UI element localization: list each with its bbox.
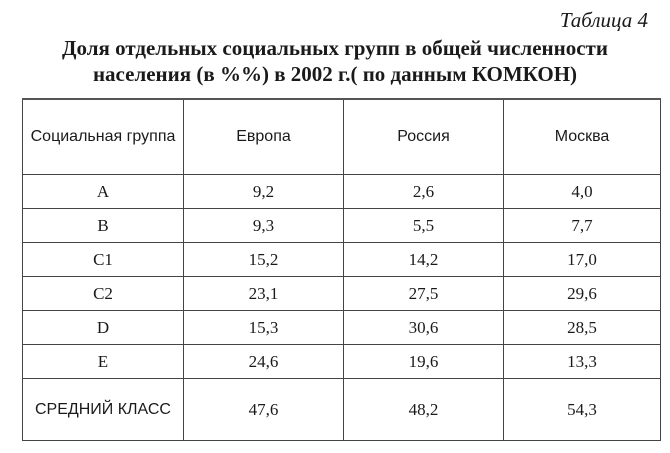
group-cell: B [23, 209, 184, 243]
europe-cell: 15,3 [184, 311, 344, 345]
moscow-cell: 13,3 [504, 345, 661, 379]
russia-cell: 5,5 [344, 209, 504, 243]
table-row [23, 175, 661, 209]
group-cell: C2 [23, 277, 184, 311]
table-label: Таблица 4 [559, 8, 648, 32]
table-title-line-2: населения (в %%) в 2002 г.( по данным КОМКОН) [92, 62, 578, 86]
europe-cell: 24,6 [184, 345, 344, 379]
moscow-cell: 7,7 [504, 209, 661, 243]
header-row [23, 99, 661, 175]
column-header-europe: Европа [184, 99, 344, 175]
europe-cell: 9,2 [184, 175, 344, 209]
group-cell: D [23, 311, 184, 345]
europe-cell: 9,3 [184, 209, 344, 243]
moscow-cell: 29,6 [504, 277, 661, 311]
moscow-cell: 54,3 [504, 379, 661, 441]
table-row [23, 243, 661, 277]
russia-cell: 2,6 [344, 175, 504, 209]
europe-cell: 23,1 [184, 277, 344, 311]
group-cell: E [23, 345, 184, 379]
moscow-cell: 28,5 [504, 311, 661, 345]
table-row [23, 209, 661, 243]
data-table [22, 98, 661, 441]
russia-cell: 14,2 [344, 243, 504, 277]
column-header-moscow: Москва [504, 99, 661, 175]
russia-cell: 19,6 [344, 345, 504, 379]
table-row [23, 379, 661, 441]
table-row [23, 311, 661, 345]
group-cell: A [23, 175, 184, 209]
moscow-cell: 17,0 [504, 243, 661, 277]
europe-cell: 15,2 [184, 243, 344, 277]
table-row [23, 345, 661, 379]
column-header-russia: Россия [344, 99, 504, 175]
europe-cell: 47,6 [184, 379, 344, 441]
group-cell: C1 [23, 243, 184, 277]
table-title-line-1: Доля отдельных социальных групп в общей численности [62, 36, 608, 60]
table-row [23, 277, 661, 311]
moscow-cell: 4,0 [504, 175, 661, 209]
column-header-social-group: Социальная группа [23, 99, 184, 175]
group-cell: СРЕДНИЙ КЛАСС [23, 379, 184, 441]
russia-cell: 27,5 [344, 277, 504, 311]
russia-cell: 30,6 [344, 311, 504, 345]
russia-cell: 48,2 [344, 379, 504, 441]
